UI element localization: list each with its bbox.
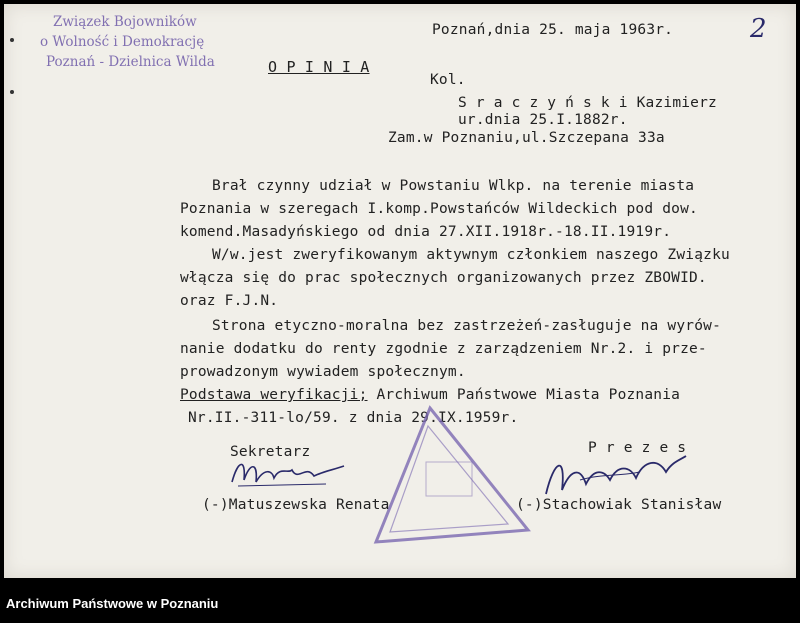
secretary-signature (228, 452, 348, 496)
footer-bar (0, 578, 800, 623)
body-line: Brał czynny udział w Powstaniu Wlkp. na terenie miasta (212, 178, 695, 194)
president-name: (-)Stachowiak Stanisław (516, 497, 722, 513)
stamp-line-3: Poznań - Dzielnica Wilda (46, 54, 215, 70)
archive-credit: Archiwum Państwowe w Poznaniu (6, 596, 219, 611)
punch-hole-bottom (10, 90, 14, 94)
basis-reference: Nr.II.-311-lo/59. z dnia 29.IX.1959r. (188, 410, 519, 426)
recipient-salutation: Kol. (430, 72, 466, 88)
body-line: W/w.jest zweryfikowanym aktywnym członkiem naszego Związku (212, 247, 730, 263)
basis-label: Podstawa weryfikacji; (180, 387, 368, 403)
secretary-title: Sekretarz (230, 444, 311, 460)
body-line: nanie dodatku do renty zgodnie z zarządzeniem Nr.2. i prze- (180, 341, 707, 357)
president-title: P r e z e s (588, 440, 687, 456)
recipient-born: ur.dnia 25.I.1882r. (458, 112, 628, 128)
body-line: włącza się do prac społecznych organizowanych przez ZBOWID. (180, 270, 707, 286)
stamp-line-2: o Wolność i Demokrację (40, 34, 205, 50)
body-line: komend.Masadyńskiego od dnia 27.XII.1918r.-18.II.1919r. (180, 224, 672, 240)
body-line: Strona etyczno-moralna bez zastrzeżeń-zasługuje na wyrów- (212, 318, 721, 334)
recipient-address: Zam.w Poznaniu,ul.Szczepana 33a (388, 130, 665, 146)
body-line: oraz F.J.N. (180, 293, 279, 309)
organization-stamp (40, 12, 215, 72)
official-round-stamp (368, 402, 538, 556)
page-number: 2 (750, 14, 767, 44)
basis-line (180, 387, 680, 403)
punch-hole-top (10, 38, 14, 42)
body-line: Poznania w szeregach I.komp.Powstańców Wildeckich pod dow. (180, 201, 698, 217)
document-title: O P I N I A (268, 58, 370, 76)
recipient-name: S r a c z y ń s k i Kazimierz (458, 95, 717, 111)
basis-text: Archiwum Państwowe Miasta Poznania (367, 387, 681, 403)
place-date: Poznań,dnia 25. maja 1963r. (432, 22, 674, 38)
body-line: prowadzonym wywiadem społecznym. (180, 364, 466, 380)
stamp-line-1: Związek Bojowników (53, 14, 197, 30)
secretary-name: (-)Matuszewska Renata (202, 497, 390, 513)
